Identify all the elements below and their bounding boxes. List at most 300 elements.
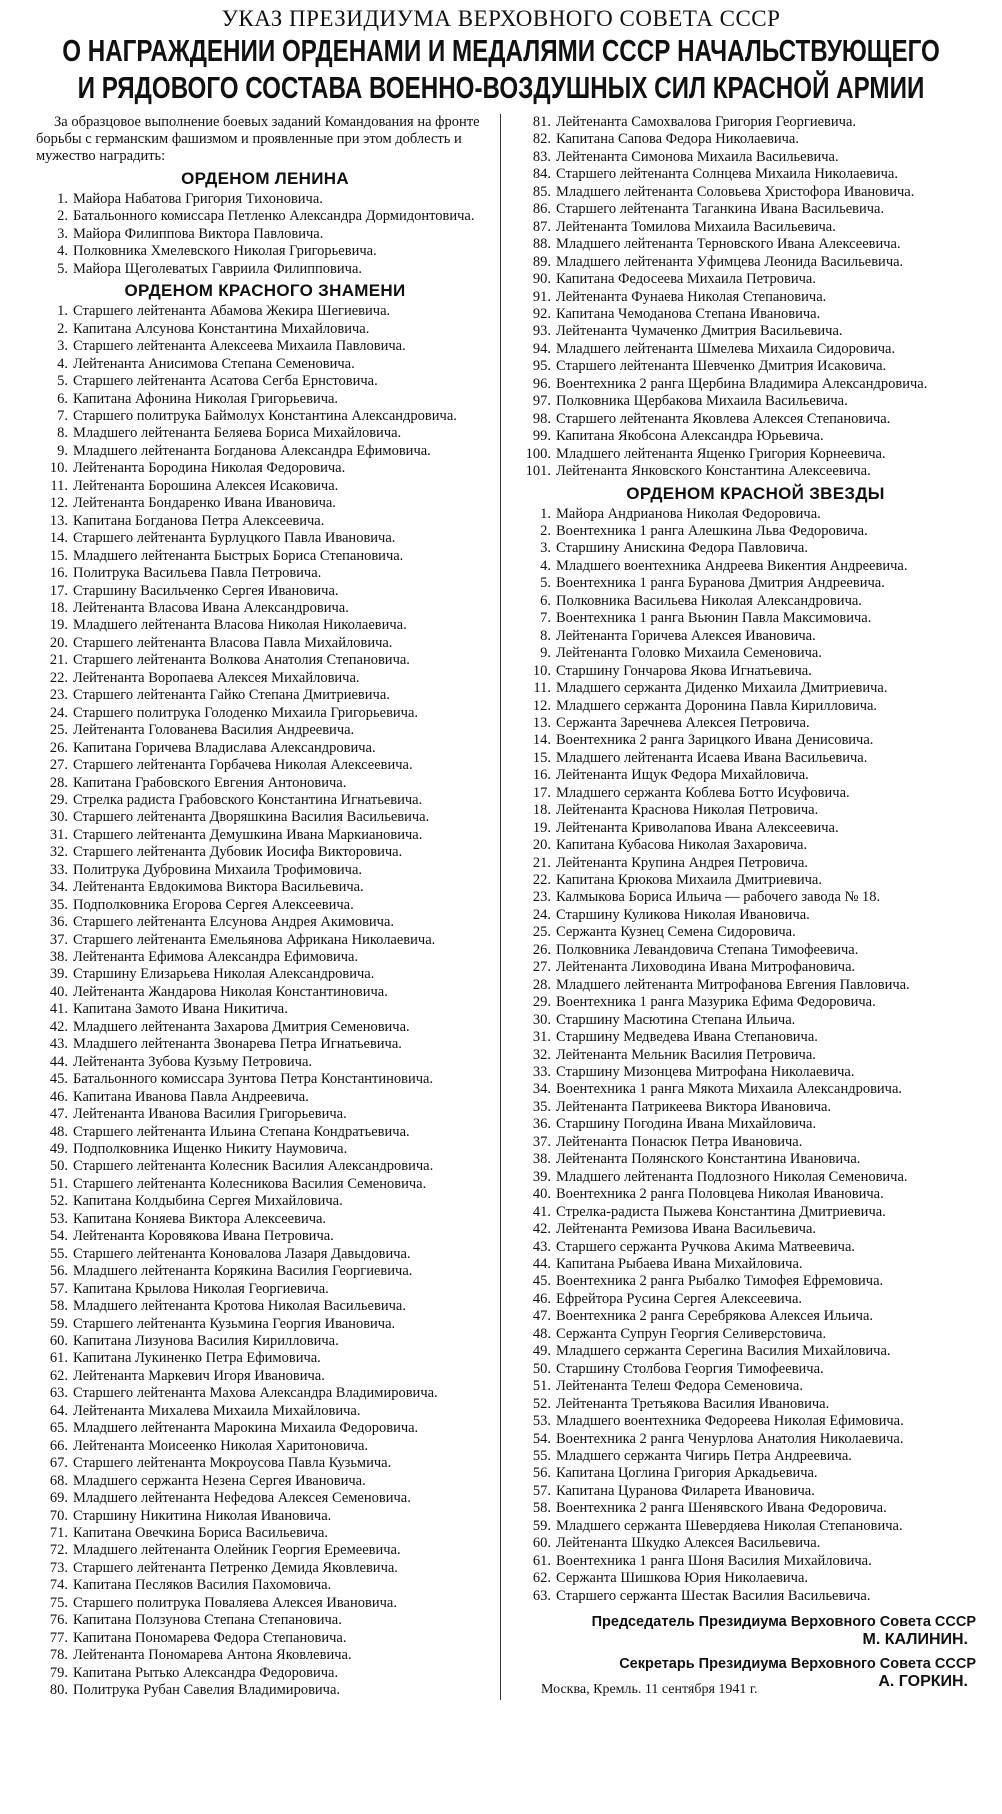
list-item — [519, 593, 992, 610]
list-item — [519, 1169, 992, 1186]
list-item — [519, 1151, 992, 1168]
item-number: 13. — [532, 714, 551, 731]
item-number: 5. — [57, 260, 68, 277]
list-item — [36, 1455, 494, 1472]
list-item — [36, 792, 494, 809]
item-number: 29. — [49, 791, 68, 808]
list-item — [36, 548, 494, 565]
awardee-text: Младшего лейтенанта Олейник Георгия Еремеевича. — [73, 1542, 401, 1559]
item-number: 31. — [532, 1029, 551, 1046]
item-number: 60. — [49, 1333, 68, 1349]
awardee-text: Полковника Левандовича Степана Тимофеевича. — [556, 941, 859, 958]
item-number: 4. — [57, 243, 68, 260]
item-number: 3. — [57, 338, 68, 355]
item-number: 47. — [532, 1308, 551, 1325]
list-item — [519, 1099, 992, 1116]
item-number: 20. — [532, 837, 551, 854]
list-item — [519, 1465, 992, 1482]
list-item — [519, 924, 992, 941]
item-number: 39. — [532, 1168, 551, 1185]
item-number: 35. — [49, 896, 68, 913]
item-number: 22. — [49, 669, 68, 686]
awardee-text: Лейтенанта Маркевич Игоря Ивановича. — [73, 1367, 325, 1384]
awardee-text: Стрелка-радиста Пыжева Константина Дмитриевича. — [556, 1203, 886, 1220]
list-item — [36, 1612, 494, 1629]
list-item — [36, 1019, 494, 1036]
list-item — [36, 513, 494, 530]
item-number: 36. — [532, 1116, 551, 1133]
item-number: 5. — [540, 575, 551, 592]
item-number: 48. — [49, 1123, 68, 1140]
place-date: Москва, Кремль. 11 сентября 1941 г. — [541, 1681, 758, 1697]
list-item — [519, 785, 992, 802]
awardee-text: Стрелка радиста Грабовского Константина Игнатьевича. — [73, 791, 423, 808]
item-number: 100. — [525, 445, 551, 462]
item-number: 25. — [49, 722, 68, 739]
list-item — [519, 1431, 992, 1448]
list-item — [36, 1595, 494, 1612]
item-number: 15. — [532, 749, 551, 766]
awardee-text: Лейтенанта Пономарева Антона Яковлевича. — [73, 1647, 352, 1664]
item-number: 35. — [532, 1098, 551, 1115]
list-item — [519, 977, 992, 994]
awardee-text: Подполковника Егорова Сергея Алексеевича. — [73, 896, 354, 913]
awardee-text: Младшего воентехника Андреева Викентия Андреевича. — [556, 557, 908, 574]
awardee-text: Лейтенанта Власова Ивана Александровича. — [73, 599, 349, 616]
item-number: 42. — [49, 1018, 68, 1035]
awardee-text: Воентехника 2 ранга Зарицкого Ивана Денисовича. — [556, 732, 874, 749]
item-number: 15. — [49, 547, 68, 564]
awardee-text: Подполковника Ищенко Никиту Наумовича. — [73, 1141, 348, 1158]
awardee-text: Старшего лейтенанта Шевченко Дмитрия Исаковича. — [556, 358, 887, 375]
awardee-text: Воентехника 1 ранга Мазурика Ефима Федоровича. — [556, 994, 876, 1011]
item-number: 50. — [532, 1360, 551, 1377]
awardee-text: Полковника Хмелевского Николая Григорьевича. — [73, 243, 377, 260]
awardee-text: Старшего лейтенанта Бурлуцкого Павла Ивановича. — [73, 530, 396, 547]
list-item — [36, 1385, 494, 1402]
awardee-text: Капитана Лизунова Василия Кирилловича. — [73, 1333, 339, 1349]
awardee-text: Лейтенанта Коровякова Ивана Петровича. — [73, 1228, 334, 1245]
list-item — [519, 942, 992, 959]
awardee-text: Младшего лейтенанта Кротова Николая Васильевича. — [73, 1298, 406, 1315]
list-item — [519, 1500, 992, 1517]
list-item — [36, 1508, 494, 1525]
awardee-text: Капитана Кубасова Николая Захаровича. — [556, 837, 808, 854]
item-number: 49. — [532, 1343, 551, 1360]
awardee-text: Младшего сержанта Шевердяева Николая Степановича. — [556, 1517, 903, 1534]
item-number: 33. — [532, 1064, 551, 1081]
item-number: 59. — [532, 1517, 551, 1534]
item-number: 95. — [532, 358, 551, 375]
awardee-text: Младшего сержанта Доронина Павла Кирилловича. — [556, 697, 878, 714]
list-item — [36, 1647, 494, 1664]
awardee-text: Капитана Иванова Павла Андреевича. — [73, 1088, 309, 1105]
awardee-text: Капитана Алсунова Константина Михайловича. — [73, 320, 370, 337]
awardee-text: Старшего лейтенанта Колесникова Василия Семеновича. — [73, 1175, 427, 1192]
headline-line-2: И РЯДОВОГО СОСТАВА ВОЕННО-ВОЗДУШНЫХ СИЛ КРАСНОЙ АРМИИ — [77, 70, 925, 105]
list-item — [519, 750, 992, 767]
item-number: 79. — [49, 1664, 68, 1681]
list-item — [36, 191, 494, 208]
awardee-text: Лейтенанта Фунаева Николая Степановича. — [556, 288, 827, 305]
list-item — [36, 1246, 494, 1263]
item-number: 27. — [49, 757, 68, 774]
awardee-text: Капитана Богданова Петра Алексеевича. — [73, 512, 325, 529]
columns — [8, 114, 994, 1700]
awardee-text: Майора Андрианова Николая Федоровича. — [556, 505, 821, 522]
awardee-text: Старшину Елизарьева Николая Александровича. — [73, 966, 375, 983]
awardee-text: Старшего политрука Голоденко Михаила Григорьевича. — [73, 704, 419, 721]
awardee-text: Младшего лейтенанта Митрофанова Евгения Павловича. — [556, 976, 910, 993]
item-number: 63. — [532, 1587, 551, 1604]
awardee-text: Воентехника 2 ранга Щербина Владимира Александровича. — [556, 375, 928, 392]
list-item — [36, 1176, 494, 1193]
item-number: 7. — [540, 610, 551, 627]
item-number: 58. — [532, 1500, 551, 1517]
awardee-text: Старшего лейтенанта Кузьмина Георгия Ивановича. — [73, 1315, 396, 1332]
list-item — [36, 373, 494, 390]
intro-paragraph: За образцовое выполнение боевых заданий Командования на фронте борьбы с германским фашизмом и проявленные при этом доблесть и мужество наградить: — [36, 114, 480, 164]
list-item — [36, 1141, 494, 1158]
awardee-text: Младшего лейтенанта Ященко Григория Корнеевича. — [556, 445, 886, 462]
item-number: 56. — [532, 1465, 551, 1482]
awardee-text: Капитана Овечкина Бориса Васильевича. — [73, 1524, 329, 1541]
item-number: 21. — [49, 652, 68, 669]
awardee-text: Воентехника 1 ранга Буранова Дмитрия Андреевича. — [556, 575, 885, 592]
item-number: 83. — [532, 148, 551, 165]
item-number: 89. — [532, 253, 551, 270]
list-item — [519, 715, 992, 732]
item-number: 19. — [532, 819, 551, 836]
list-item — [36, 356, 494, 373]
list-item — [36, 443, 494, 460]
item-number: 38. — [532, 1151, 551, 1168]
awardee-text: Старшину Анискина Федора Павловича. — [556, 540, 808, 557]
list-item — [519, 1518, 992, 1535]
item-number: 70. — [49, 1507, 68, 1524]
item-number: 86. — [532, 201, 551, 218]
awardee-text: Капитана Рыбаева Ивана Михайловича. — [556, 1256, 803, 1272]
list-item — [519, 1326, 992, 1343]
list-item — [519, 698, 992, 715]
list-item — [36, 1281, 494, 1298]
list-item — [519, 271, 992, 288]
awardee-text: Старшего лейтенанта Мокроусова Павла Кузьмича. — [73, 1455, 392, 1472]
awardee-text: Младшего лейтенанта Марокина Михаила Федоровича. — [73, 1420, 419, 1437]
list-item — [519, 1012, 992, 1029]
awardee-text: Воентехника 2 ранга Шенявского Ивана Федоровича. — [556, 1500, 887, 1517]
item-number: 26. — [532, 941, 551, 958]
item-number: 60. — [532, 1535, 551, 1552]
item-number: 76. — [49, 1612, 68, 1629]
list-item — [519, 767, 992, 784]
list-item — [519, 1535, 992, 1552]
item-number: 11. — [533, 680, 551, 697]
awardee-text: Старшего лейтенанта Ильина Степана Кондратьевича. — [73, 1123, 410, 1140]
item-number: 65. — [49, 1420, 68, 1437]
item-number: 71. — [49, 1524, 68, 1541]
headline-line-1: О НАГРАЖДЕНИИ ОРДЕНАМИ И МЕДАЛЯМИ СССР НАЧАЛЬСТВУЮЩЕГО — [62, 33, 940, 68]
item-number: 72. — [49, 1542, 68, 1559]
awardee-text: Старшего лейтенанта Елсунова Андрея Акимовича. — [73, 914, 395, 931]
awardee-text: Младшего лейтенанта Шмелева Михаила Сидоровича. — [556, 340, 896, 357]
list-item — [519, 341, 992, 358]
list-item — [519, 732, 992, 749]
awardee-text: Старшего лейтенанта Таганкина Ивана Васильевича. — [556, 201, 885, 218]
list-item — [36, 338, 494, 355]
awardee-text: Капитана Якобсона Александра Юрьевича. — [556, 428, 824, 445]
list-item — [519, 1343, 992, 1360]
item-number: 85. — [532, 183, 551, 200]
item-number: 50. — [49, 1158, 68, 1175]
awardee-text: Воентехника 1 ранга Мякота Михаила Александровича. — [556, 1081, 903, 1098]
item-number: 7. — [57, 407, 68, 424]
item-number: 45. — [49, 1071, 68, 1088]
list-item — [519, 994, 992, 1011]
list-item — [36, 495, 494, 512]
list-item — [36, 208, 494, 225]
list-item — [36, 226, 494, 243]
list-item — [36, 949, 494, 966]
list-item — [519, 802, 992, 819]
awardee-text: Лейтенанта Анисимова Степана Семеновича. — [73, 355, 355, 372]
item-number: 12. — [49, 495, 68, 512]
item-number: 4. — [57, 355, 68, 372]
item-number: 46. — [49, 1088, 68, 1105]
awardee-text: Старшего сержанта Ручкова Акима Матвеевича. — [556, 1238, 856, 1255]
awardee-text: Лейтенанта Головко Михаила Семеновича. — [556, 645, 822, 662]
list-item — [519, 254, 992, 271]
item-number: 36. — [49, 914, 68, 931]
awardee-text: Лейтенанта Михалева Михаила Михайловича. — [73, 1402, 361, 1419]
awardee-text: Младшего лейтенанта Нефедова Алексея Семеновича. — [73, 1490, 411, 1507]
list-item — [519, 1064, 992, 1081]
item-number: 5. — [57, 373, 68, 390]
chair-name: М. КАЛИНИН. — [862, 1631, 968, 1649]
item-number: 41. — [49, 1001, 68, 1018]
list-item — [519, 323, 992, 340]
list-item — [519, 1256, 992, 1273]
awardee-text: Старшего лейтенанта Коновалова Лазаря Давыдовича. — [73, 1245, 411, 1262]
item-number: 87. — [532, 218, 551, 235]
item-number: 49. — [49, 1141, 68, 1158]
awardee-text: Лейтенанта Криволапова Ивана Алексеевича. — [556, 819, 839, 836]
item-number: 26. — [49, 739, 68, 756]
awardee-text: Лейтенанта Жандарова Николая Константиновича. — [73, 983, 388, 1000]
list-item — [36, 1682, 494, 1699]
awardee-text: Лейтенанта Третьякова Василия Ивановича. — [556, 1395, 830, 1412]
list-item — [36, 1158, 494, 1175]
item-number: 98. — [532, 410, 551, 427]
list-item — [519, 219, 992, 236]
item-number: 32. — [49, 844, 68, 861]
left-column — [8, 114, 500, 1700]
list-item — [519, 1204, 992, 1221]
list-item — [36, 600, 494, 617]
item-number: 19. — [49, 617, 68, 634]
awardee-text: Лейтенанта Симонова Михаила Васильевича. — [556, 148, 839, 165]
list-item — [36, 321, 494, 338]
list-item — [36, 1089, 494, 1106]
list-item — [36, 303, 494, 320]
item-number: 74. — [49, 1577, 68, 1594]
awardee-text: Воентехника 1 ранга Алешкина Льва Федоровича. — [556, 522, 868, 539]
item-number: 17. — [532, 784, 551, 801]
awardee-text: Старшину Масютина Степана Ильича. — [556, 1011, 796, 1028]
item-number: 2. — [57, 208, 68, 225]
item-number: 14. — [49, 530, 68, 547]
awardee-text: Воентехника 2 ранга Половцева Николая Ивановича. — [556, 1186, 884, 1203]
item-number: 4. — [540, 557, 551, 574]
item-number: 77. — [49, 1629, 68, 1646]
awardee-text: Старшего лейтенанта Петренко Демида Яковлевича. — [73, 1559, 398, 1576]
list-item — [519, 1588, 992, 1605]
awardee-text: Лейтенанта Томилова Михаила Васильевича. — [556, 218, 836, 235]
awardee-text: Лейтенанта Крупина Андрея Петровича. — [556, 854, 809, 871]
item-number: 44. — [532, 1256, 551, 1272]
item-number: 10. — [49, 460, 68, 477]
item-number: 61. — [532, 1552, 551, 1569]
list-item — [36, 775, 494, 792]
item-number: 99. — [532, 428, 551, 445]
awardee-text: Лейтенанта Чумаченко Дмитрия Васильевича. — [556, 323, 843, 340]
awardee-text: Лейтенанта Моисеенко Николая Харитоновича. — [73, 1437, 369, 1454]
awardee-text: Лейтенанта Борошина Алексея Исаковича. — [73, 477, 339, 494]
awardee-text: Капитана Афонина Николая Григорьевича. — [73, 390, 339, 407]
item-number: 43. — [532, 1238, 551, 1255]
item-number: 9. — [57, 442, 68, 459]
item-number: 40. — [532, 1186, 551, 1203]
awardee-text: Капитана Ползунова Степана Степановича. — [73, 1612, 342, 1629]
list-item — [519, 1116, 992, 1133]
list-item — [519, 558, 992, 575]
list-item — [519, 184, 992, 201]
list-item — [519, 872, 992, 889]
awardee-text: Лейтенанта Ефимова Александра Ефимовича. — [73, 949, 359, 966]
awardee-text: Младшего лейтенанта Богданова Александра Ефимовича. — [73, 442, 431, 459]
awardee-text: Младшего лейтенанта Терновского Ивана Алексеевича. — [556, 236, 901, 253]
item-number: 11. — [50, 477, 68, 494]
item-number: 3. — [540, 540, 551, 557]
list-item — [36, 966, 494, 983]
list-item — [36, 460, 494, 477]
awardee-text: Старшего лейтенанта Алексеева Михаила Павловича. — [73, 338, 406, 355]
list-item — [519, 393, 992, 410]
item-number: 92. — [532, 305, 551, 322]
list-item — [519, 358, 992, 375]
item-number: 18. — [532, 802, 551, 819]
list-item — [36, 897, 494, 914]
awardee-text: Капитана Крюкова Михаила Дмитриевича. — [556, 872, 822, 889]
list-item — [519, 376, 992, 393]
list-item — [519, 1483, 992, 1500]
item-number: 21. — [532, 854, 551, 871]
awardee-text: Старшину Гончарова Якова Игнатьевича. — [556, 662, 812, 679]
item-number: 53. — [532, 1413, 551, 1430]
awardee-text: Лейтенанта Янковского Константина Алексеевича. — [556, 463, 871, 480]
list-item — [519, 575, 992, 592]
list-item — [36, 1350, 494, 1367]
awardee-text: Сержанта Заречнева Алексея Петровича. — [556, 714, 810, 731]
red-banner-list — [36, 303, 494, 1699]
item-number: 24. — [49, 704, 68, 721]
list-item — [519, 1029, 992, 1046]
item-number: 54. — [49, 1228, 68, 1245]
list-item — [36, 827, 494, 844]
item-number: 18. — [49, 599, 68, 616]
item-number: 44. — [49, 1053, 68, 1070]
awardee-text: Младшего воентехника Федореева Николая Ефимовича. — [556, 1413, 904, 1430]
item-number: 31. — [49, 826, 68, 843]
awardee-text: Лейтенанта Евдокимова Виктора Васильевича. — [73, 879, 364, 896]
awardee-text: Младшего лейтенанта Власова Николая Николаевича. — [73, 617, 407, 634]
item-number: 34. — [532, 1081, 551, 1098]
awardee-text: Капитана Цоглина Григория Аркадьевича. — [556, 1465, 818, 1482]
item-number: 28. — [49, 774, 68, 791]
item-number: 34. — [49, 879, 68, 896]
list-item — [36, 1438, 494, 1455]
list-item — [519, 463, 992, 480]
item-number: 93. — [532, 323, 551, 340]
item-number: 68. — [49, 1472, 68, 1489]
awardee-text: Старшего политрука Баймолух Константина Александровича. — [73, 407, 457, 424]
item-number: 55. — [532, 1447, 551, 1464]
item-number: 57. — [49, 1280, 68, 1297]
awardee-text: Полковника Щербакова Михаила Васильевича. — [556, 393, 848, 410]
item-number: 101. — [525, 463, 551, 480]
decree-kicker: УКАЗ ПРЕЗИДИУМА ВЕРХОВНОГО СОВЕТА СССР — [221, 6, 781, 31]
awardee-text: Капитана Пономарева Федора Степановича. — [73, 1629, 347, 1646]
list-item — [36, 1316, 494, 1333]
awardee-text: Младшего лейтенанта Захарова Дмитрия Семеновича. — [73, 1018, 410, 1035]
item-number: 94. — [532, 340, 551, 357]
item-number: 38. — [49, 949, 68, 966]
awardee-text: Старшего лейтенанта Абамова Жекира Шегиевича. — [73, 303, 391, 320]
item-number: 47. — [49, 1106, 68, 1123]
awardee-text: Майора Филиппова Виктора Павловича. — [73, 225, 324, 242]
list-item — [36, 722, 494, 739]
item-number: 24. — [532, 906, 551, 923]
awardee-text: Лейтенанта Телеш Федора Семеновича. — [556, 1378, 803, 1395]
awardee-text: Младшего лейтенанта Корякина Василия Георгиевича. — [73, 1263, 413, 1280]
list-item — [36, 1071, 494, 1088]
item-number: 61. — [49, 1350, 68, 1367]
item-number: 20. — [49, 634, 68, 651]
item-number: 6. — [57, 390, 68, 407]
list-item — [36, 757, 494, 774]
awardee-text: Капитана Цуранова Филарета Ивановича. — [556, 1482, 815, 1499]
awardee-text: Старшину Медведева Ивана Степановича. — [556, 1029, 818, 1046]
awardee-text: Лейтенанта Ищук Федора Михайловича. — [556, 767, 809, 784]
lenin-list — [36, 191, 494, 278]
list-item — [36, 408, 494, 425]
item-number: 8. — [540, 627, 551, 644]
awardee-text: Младшего сержанта Диденко Михаила Дмитриевича. — [556, 680, 888, 697]
item-number: 80. — [49, 1682, 68, 1699]
awardee-text: Сержанта Кузнец Семена Сидоровича. — [556, 924, 796, 941]
awardee-text: Капитана Горичева Владислава Александровича. — [73, 739, 376, 756]
item-number: 14. — [532, 732, 551, 749]
item-number: 51. — [532, 1378, 551, 1395]
item-number: 81. — [532, 114, 551, 130]
list-item — [36, 1368, 494, 1385]
list-item — [519, 166, 992, 183]
item-number: 55. — [49, 1245, 68, 1262]
list-item — [36, 1542, 494, 1559]
list-item — [36, 862, 494, 879]
list-item — [36, 1420, 494, 1437]
list-item — [36, 1263, 494, 1280]
